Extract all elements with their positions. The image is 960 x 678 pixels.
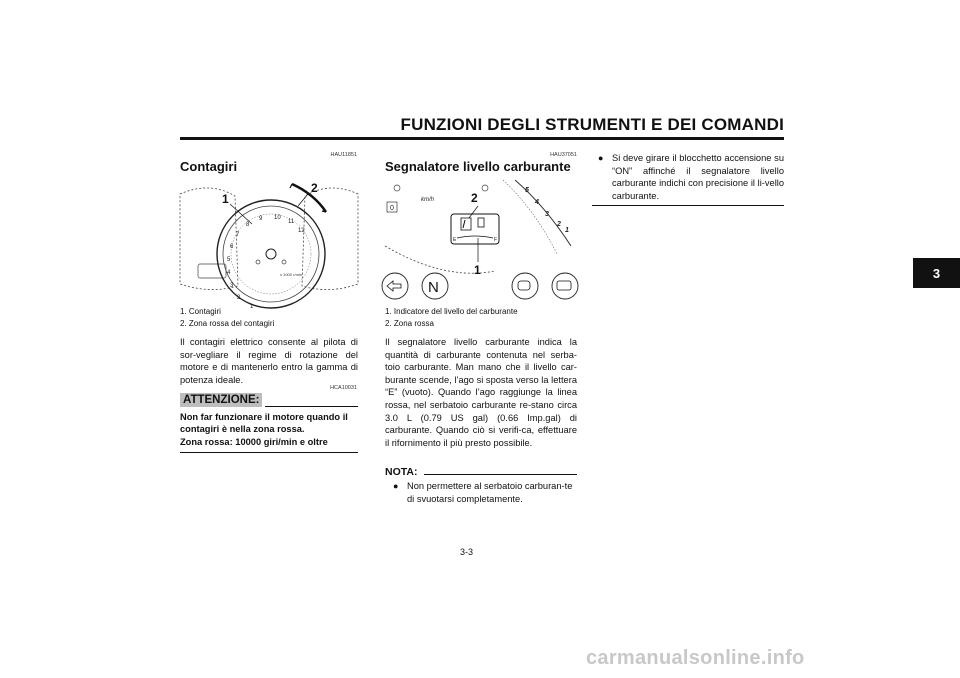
tachometer-description: Il contagiri elettrico consente al pilota di sor-vegliare il regime di rotazione del motore e di mantenerlo entro la gamma di potenza ideale. xyxy=(180,337,358,385)
section-code: HAU37051 xyxy=(550,152,577,158)
odometer-digit: 0 xyxy=(390,205,394,212)
neutral-indicator: N xyxy=(428,279,439,296)
callout-1: 1 xyxy=(222,192,229,206)
bullet-dot: ● xyxy=(598,153,604,163)
page-header-title: FUNZIONI DEGLI STRUMENTI E DEI COMANDI xyxy=(400,115,784,134)
caption-2: 2. Zona rossa del contagiri xyxy=(180,319,275,328)
section-title-tachometer: Contagiri xyxy=(180,159,238,174)
note-rule xyxy=(424,474,577,475)
tach-tick-12: 12 xyxy=(298,228,305,234)
tach-tick-3: 3 xyxy=(230,283,234,289)
caption-1: 1. Contagiri xyxy=(180,307,221,316)
attention-label: ATTENZIONE: xyxy=(180,393,262,407)
note-bullet-text: Non permettere al serbatoio carburan-te di svuotarsi completamente. xyxy=(407,481,573,504)
section-code: HAU11851 xyxy=(330,152,357,158)
right-end-rule xyxy=(592,205,784,206)
callout-2: 2 xyxy=(311,181,318,195)
tach-tick-9: 9 xyxy=(259,216,263,222)
tach-tick-1: 1 xyxy=(250,304,254,310)
header-rule xyxy=(180,137,784,140)
tach-tick-2: 2 xyxy=(237,295,241,301)
speed-tick-3: 3 xyxy=(545,211,549,218)
section-title-fuel-gauge: Segnalatore livello carburante xyxy=(385,159,571,174)
warning-line-3: Zona rossa: 10000 giri/min e oltre xyxy=(180,436,328,447)
tach-tick-8: 8 xyxy=(246,222,250,228)
warning-end-rule xyxy=(180,452,358,453)
callout-2: 2 xyxy=(471,191,478,205)
tach-tick-7: 7 xyxy=(236,232,240,238)
caption-2: 2. Zona rossa xyxy=(385,319,434,328)
tach-tick-5: 5 xyxy=(227,257,231,263)
speed-tick-5: 5 xyxy=(525,187,529,194)
right-bullet-text: Si deve girare il blocchetto accensione su “ON” affinché il segnalatore livello carburante indichi con precisione il li-vello carburante. xyxy=(612,153,784,201)
warning-text xyxy=(180,411,358,448)
tach-tick-10: 10 xyxy=(274,215,281,221)
speed-tick-4: 4 xyxy=(535,199,539,206)
note-bullet xyxy=(393,480,577,505)
fuel-gauge-description: Il segnalatore livello carburante indica la quantità di carburante contenuta nel serba-toio carburante. Man mano che il livello car-burante scende, l’ago si sposta verso la lettera “E” (vuoto). Quando l’ago raggiunge la linea rossa, nel serbatoio carburante re-stano circa 3.0 L (0.79 US gal) (0.66 Imp.gal) di carburante. Quando ciò si verifi-ca, effettuare il rifornimento il più presto possibile. xyxy=(385,337,577,448)
right-bullet xyxy=(598,152,784,202)
fuel-gauge-illustration xyxy=(385,176,577,304)
speed-unit: km/h xyxy=(421,197,435,203)
attention-rule xyxy=(265,406,358,407)
callout-1: 1 xyxy=(474,263,481,277)
note-label: NOTA: xyxy=(385,466,418,478)
warning-line-2: contagiri è nella zona rossa. xyxy=(180,424,305,435)
bullet-dot: ● xyxy=(393,481,399,491)
tach-tick-6: 6 xyxy=(230,244,234,250)
gauge-full-label: F xyxy=(494,237,498,243)
speed-tick-2: 2 xyxy=(557,221,561,228)
warning-code: HCA10031 xyxy=(330,385,357,391)
tach-unit: x 1000 r/min xyxy=(280,272,303,277)
tachometer-illustration xyxy=(180,176,358,310)
chapter-tab: 3 xyxy=(913,258,960,288)
warning-line-1: Non far funzionare il motore quando il xyxy=(180,412,348,422)
page-number: 3-3 xyxy=(460,547,474,557)
watermark: carmanualsonline.info xyxy=(586,647,805,669)
caption-1: 1. Indicatore del livello del carburante xyxy=(385,307,518,316)
tach-tick-11: 11 xyxy=(288,219,295,225)
gauge-empty-label: E xyxy=(453,237,457,243)
tach-tick-4: 4 xyxy=(227,270,231,276)
speed-tick-1: 1 xyxy=(565,227,569,234)
